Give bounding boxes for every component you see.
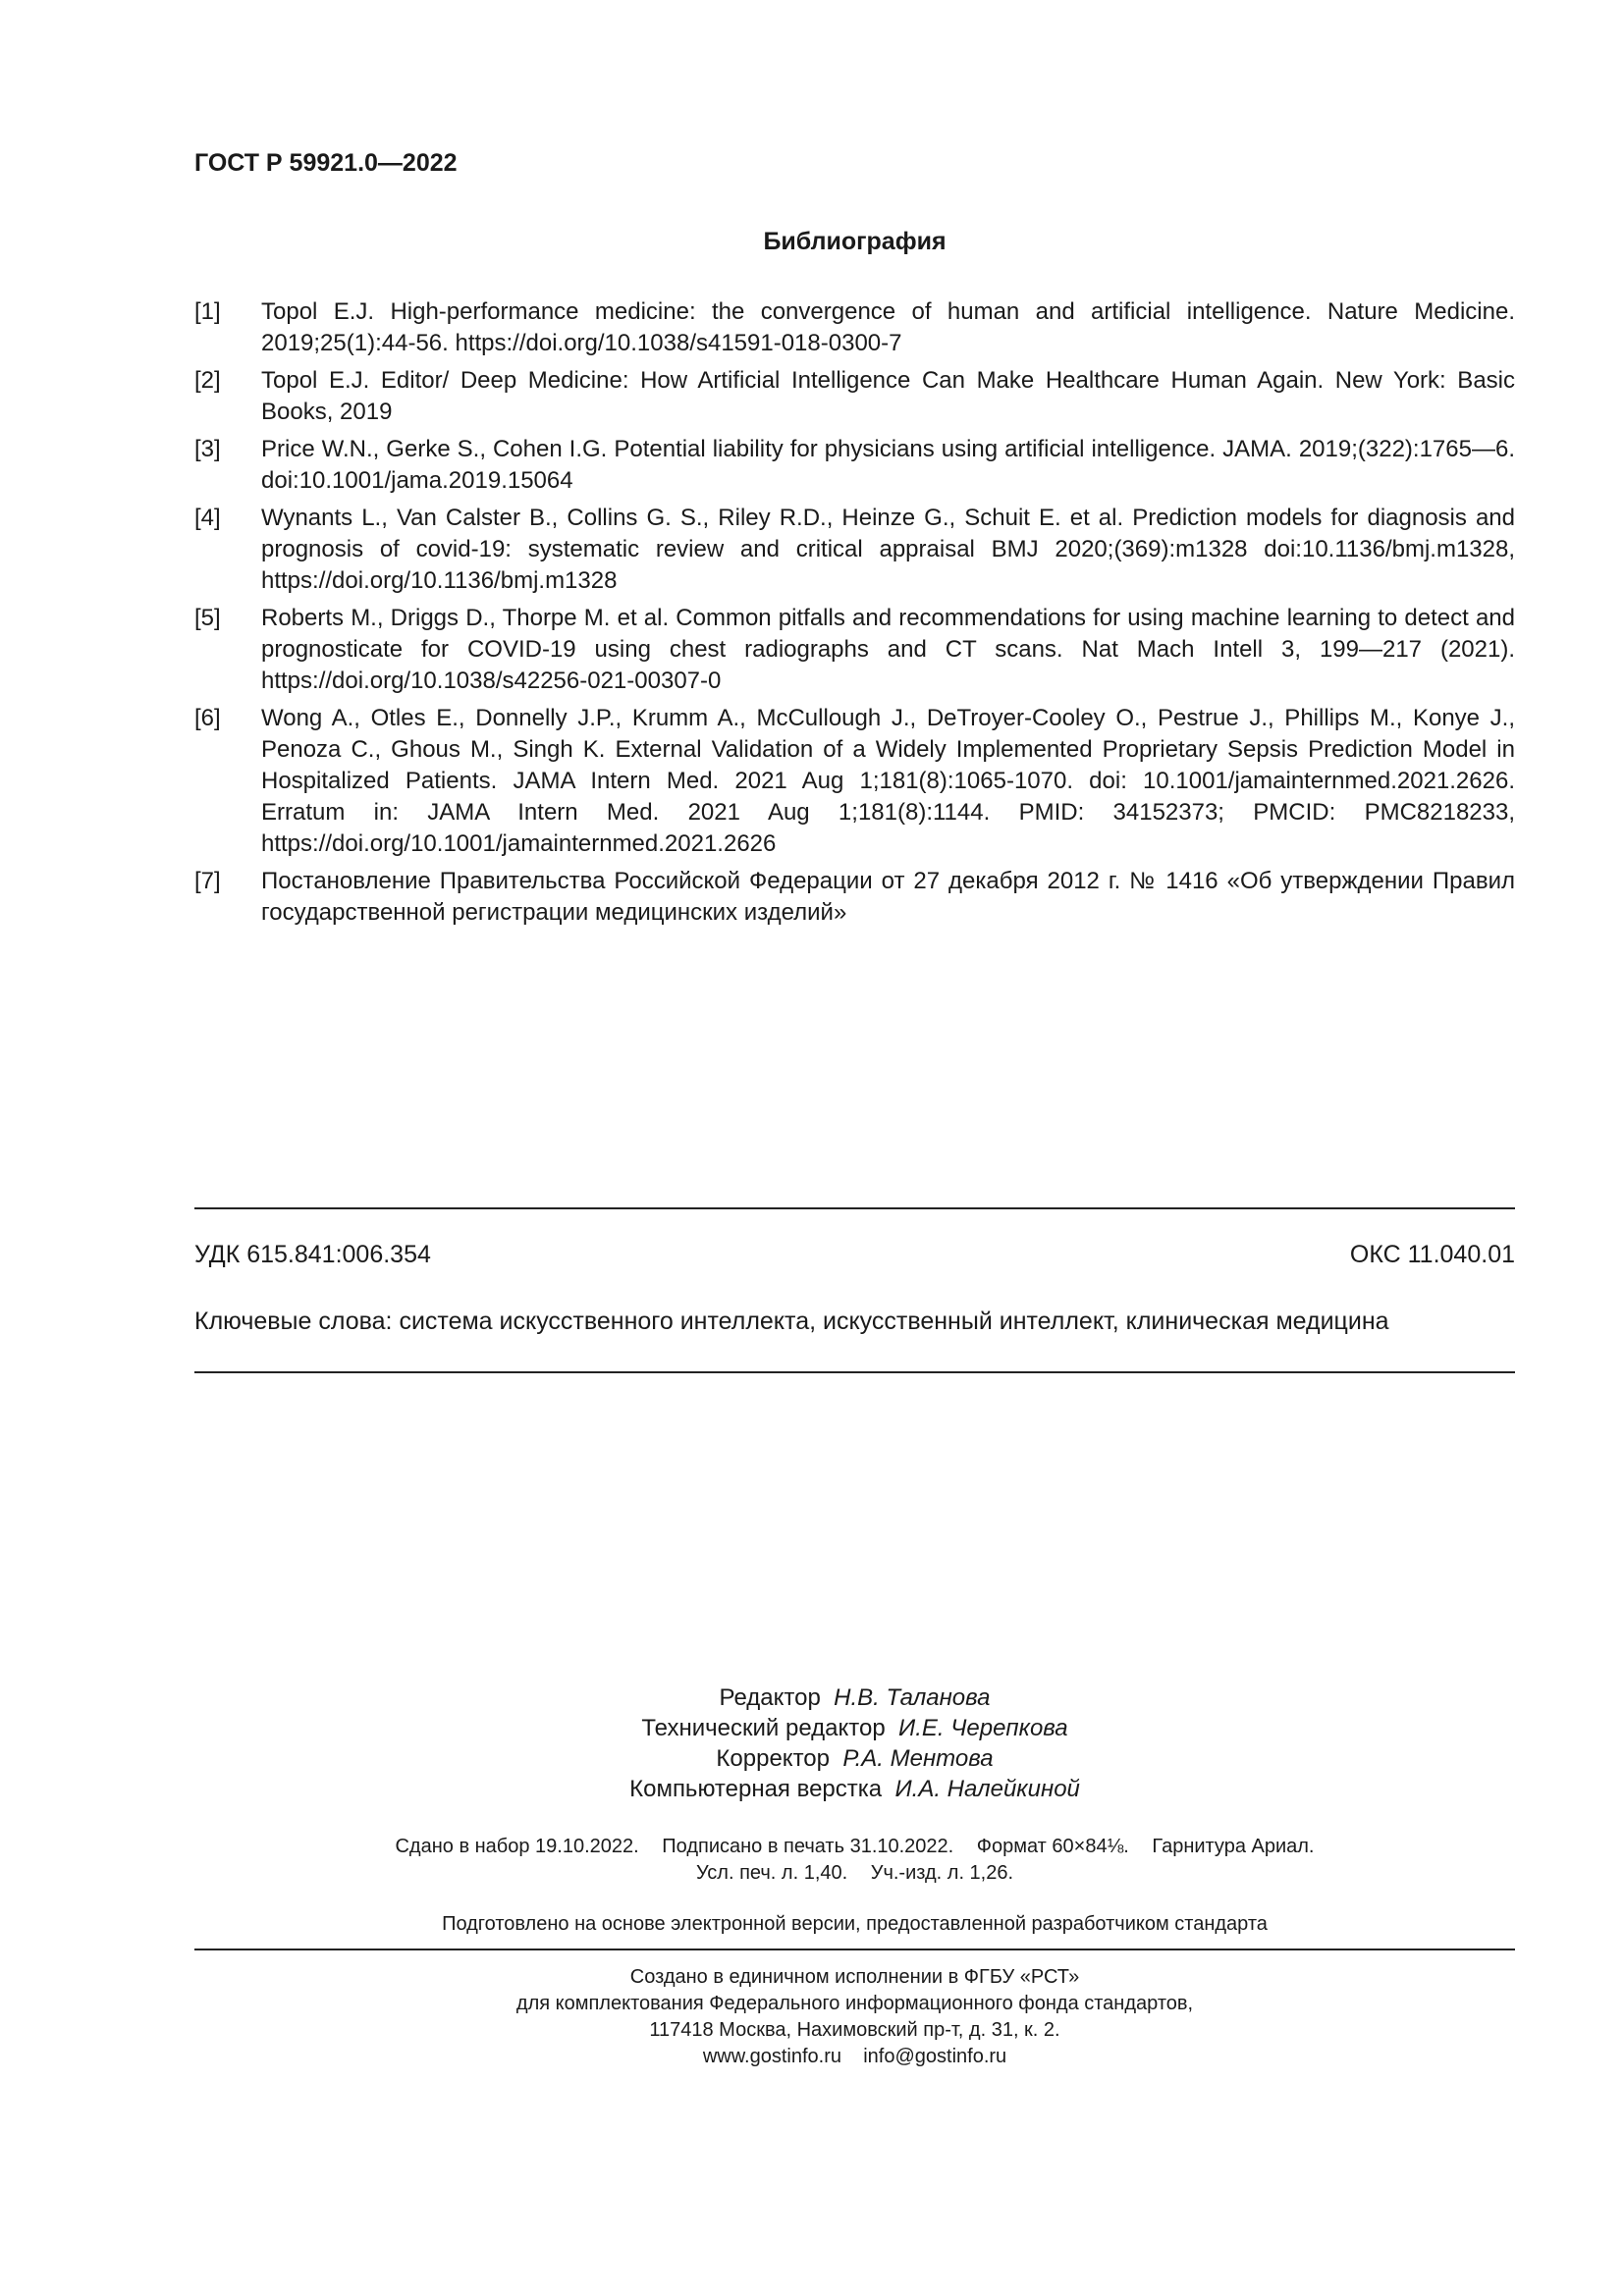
prepared-note: Подготовлено на основе электронной версии, предоставленной разработчиком стандарта <box>442 1913 1268 1935</box>
reference-item <box>194 434 1515 497</box>
email-link[interactable]: info@gostinfo.ru <box>863 2046 1007 2067</box>
oks-code: ОКС 11.040.01 <box>1349 1241 1515 1268</box>
typeface: Гарнитура Ариал. <box>1152 1836 1315 1857</box>
reference-text: Wynants L., Van Calster B., Collins G. S., Riley R.D., Heinze G., Schuit E. et al. Prediction models for diagnosis and prognosis of covid-19: systematic review and critical appraisal BMJ 2020;(369):m1328 doi:10.1136/bmj.m1328, https://doi.org/10.1136/bmj.m1328 <box>261 505 1515 594</box>
keywords: Ключевые слова: система искусственного интеллекта, искусственный интеллект, клиническая медицина <box>194 1308 1389 1335</box>
credit-label: Технический редактор <box>641 1715 886 1741</box>
divider-top <box>194 1207 1515 1209</box>
credit-editor <box>194 1682 1515 1713</box>
reference-text: Topol E.J. High-performance medicine: the convergence of human and artificial intelligence. Nature Medicine. 2019;25(1):44-56. https://doi.org/10.1038/s41591-018-0300-7 <box>261 298 1515 356</box>
reference-number: [5] <box>194 605 221 631</box>
reference-number: [6] <box>194 705 221 731</box>
credit-proofreader <box>194 1743 1515 1774</box>
credit-label: Редактор <box>719 1684 821 1711</box>
reference-list <box>194 296 1515 934</box>
publisher-address: 117418 Москва, Нахимовский пр-т, д. 31, к. 2. <box>649 2019 1060 2041</box>
credit-name: И.Е. Черепкова <box>898 1715 1068 1741</box>
print-info-line-2 <box>194 1860 1515 1887</box>
reference-text: Wong A., Otles E., Donnelly J.P., Krumm A., McCullough J., DeTroyer-Cooley O., Pestrue J., Phillips M., Konye J., Penoza C., Ghous M., Singh K. External Validation of a Widely Implemented Proprietary Sepsis Prediction Model in Hospitalized Patients. JAMA Intern Med. 2021 Aug 1;181(8):1065-1070. doi: 10.1001/jamainternmed.2021.2626. Erratum in: JAMA Intern Med. 2021 Aug 1;181(8):1144. PMID: 34152373; PMCID: PMC8218233, https://doi.org/10.1001/jamainternmed.2021.2626 <box>261 705 1515 857</box>
submitted-date: Сдано в набор 19.10.2022. <box>395 1836 639 1857</box>
reference-number: [4] <box>194 505 221 531</box>
divider-keywords <box>194 1371 1515 1373</box>
credit-label: Компьютерная верстка <box>629 1776 883 1802</box>
credit-name: И.А. Налейкиной <box>894 1776 1080 1802</box>
credit-label: Корректор <box>716 1745 830 1772</box>
credit-name: Р.А. Ментова <box>842 1745 994 1772</box>
print-sheets: Усл. печ. л. 1,40. <box>695 1862 848 1884</box>
print-info-line-1 <box>194 1834 1515 1860</box>
publisher-block <box>194 1964 1515 2070</box>
credit-tech-editor <box>194 1713 1515 1743</box>
udk-code: УДК 615.841:006.354 <box>194 1241 431 1268</box>
paper-format: Формат 60×84⅛. <box>976 1836 1129 1857</box>
website-link[interactable]: www.gostinfo.ru <box>702 2046 841 2067</box>
reference-item <box>194 503 1515 597</box>
reference-number: [7] <box>194 868 221 894</box>
publisher-contacts <box>194 2044 1515 2070</box>
reference-number: [1] <box>194 298 221 325</box>
publisher-line: для комплектования Федерального информационного фонда стандартов, <box>515 1993 1194 2014</box>
reference-item <box>194 703 1515 860</box>
signed-date: Подписано в печать 31.10.2022. <box>662 1836 954 1857</box>
publisher-line: Создано в единичном исполнении в ФГБУ «РСТ» <box>629 1966 1080 1988</box>
print-info <box>194 1834 1515 1887</box>
reference-number: [3] <box>194 436 221 462</box>
reference-item <box>194 603 1515 697</box>
reference-text: Roberts M., Driggs D., Thorpe M. et al. Common pitfalls and recommendations for using machine learning to detect and prognosticate for COVID-19 using chest radiographs and CT scans. Nat Mach Intell 3, 199—217 (2021). https://doi.org/10.1038/s42256-021-00307-0 <box>261 605 1515 694</box>
reference-item <box>194 866 1515 929</box>
credit-layout <box>194 1774 1515 1804</box>
divider-bottom <box>194 1949 1515 1950</box>
publication-sheets: Уч.-изд. л. 1,26. <box>870 1862 1014 1884</box>
reference-text: Price W.N., Gerke S., Cohen I.G. Potential liability for physicians using artificial intelligence. JAMA. 2019;(322):1765—6. doi:10.1001/jama.2019.15064 <box>261 436 1515 494</box>
credit-name: Н.В. Таланова <box>834 1684 991 1711</box>
reference-text: Постановление Правительства Российской Федерации от 27 декабря 2012 г. № 1416 «Об утверждении Правил государственной регистрации медицинских изделий» <box>261 868 1515 926</box>
reference-item <box>194 365 1515 428</box>
reference-item <box>194 296 1515 359</box>
reference-number: [2] <box>194 367 221 394</box>
reference-text: Topol E.J. Editor/ Deep Medicine: How Artificial Intelligence Can Make Healthcare Human Again. New York: Basic Books, 2019 <box>261 367 1515 425</box>
standard-code: ГОСТ Р 59921.0—2022 <box>194 149 458 177</box>
bibliography-title: Библиография <box>763 228 947 255</box>
credits-block <box>194 1682 1515 1804</box>
